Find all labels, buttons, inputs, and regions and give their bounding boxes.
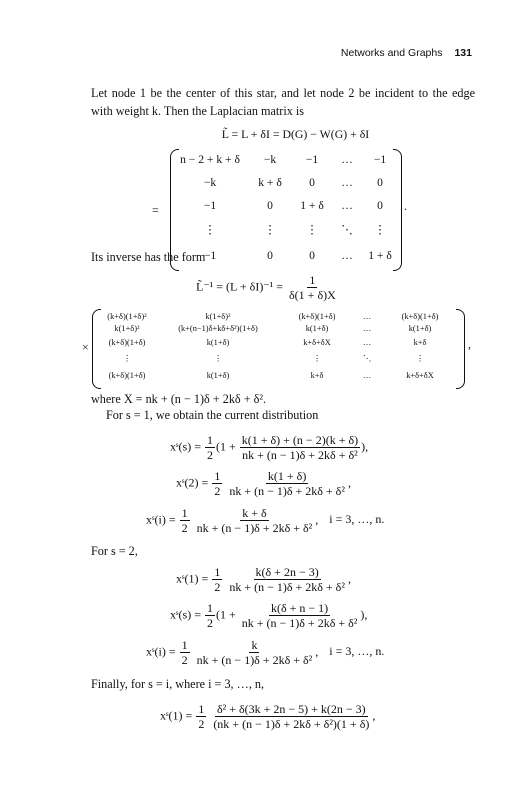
- matrix-cell: ⋮: [415, 354, 425, 363]
- matrix-cell: (k+δ)(1+δ): [108, 338, 146, 347]
- matrix-cell: ⋮: [306, 223, 318, 236]
- matrix-cell: ⋱: [341, 223, 353, 236]
- matrix-cell: ⋱: [362, 354, 372, 363]
- paragraph-intro: Let node 1 be the center of this star, and let node 2 be incident to the edge with weight k. Then the Laplacian matrix is: [91, 86, 475, 118]
- matrix-cell: 1 + δ: [368, 249, 392, 262]
- matrix-cell: (k+δ)(1+δ): [108, 371, 146, 380]
- si-equation: xˢ(1) = $\frac{1}{2}$ $\frac{\text{δ² + δ(3k + 2n − 5) + k(2n − 3)}}{\text{(nk + (n − 1)δ + 2kδ + δ²)(1 + δ)}}$ ,: [160, 702, 376, 731]
- matrix-cell: …: [341, 176, 353, 189]
- matrix-cell: k(1+δ): [408, 324, 432, 333]
- matrix-cell: k(1+δ): [206, 338, 230, 347]
- matrix-cell: 0: [309, 249, 315, 262]
- matrix-cell: n − 2 + k + δ: [180, 153, 240, 166]
- matrix-cell: 0: [377, 176, 383, 189]
- matrix-trailing-period: .: [404, 199, 407, 213]
- matrix-cell: (k+δ)(1+δ)²: [107, 312, 147, 321]
- matrix-cell: (k+δ)(1+δ): [298, 312, 336, 321]
- matrix-cell: k(1+δ): [305, 324, 329, 333]
- matrix-cell: …: [362, 371, 372, 380]
- inverse-matrix: [92, 309, 465, 389]
- s1-equation-2: xˢ(2) = $\frac{1}{2}$ $\frac{k(1 + \delta)}{\text{nk + (n − 1)δ + 2kδ + δ²}}$ ,: [176, 469, 351, 498]
- s2-equation-2: xˢ(s) = $\frac{1}{2}$ (1 + $\frac{k(\delta + n - 1)}{\text{nk + (n − 1)δ + 2kδ + δ²}}$ ),: [170, 601, 368, 630]
- matrix-cell: 1 + δ: [300, 199, 324, 212]
- matrix-cell: k+δ: [310, 371, 324, 380]
- matrix-cell: …: [341, 249, 353, 262]
- matrix-cell: −1: [373, 153, 387, 166]
- matrix-cell: −1: [305, 153, 319, 166]
- s1-equation-3: xˢ(i) = $\frac{1}{2}$ $\frac{k + \delta}{\text{nk + (n − 1)δ + 2kδ + δ²}}$ , i = 3, …, n.: [146, 506, 385, 535]
- matrix-cell: ⋮: [213, 354, 223, 363]
- inverse-fraction: [287, 273, 338, 302]
- times-sign: ×: [82, 340, 89, 354]
- matrix-cell: ⋮: [204, 223, 216, 236]
- s2-equation-1: xˢ(1) = $\frac{1}{2}$ $\frac{k(\delta + 2n - 3)}{\text{nk + (n − 1)δ + 2kδ + δ²}}$ ,: [176, 565, 351, 594]
- matrix-cell: k+δ+δX: [406, 371, 434, 380]
- s2-equation-3: xˢ(i) = $\frac{1}{2}$ $\frac{k}{\text{nk + (n − 1)δ + 2kδ + δ²}}$ , i = 3, …, n.: [146, 638, 385, 667]
- matrix-trailing-comma: ,: [468, 337, 471, 351]
- where-line: where X = nk + (n − 1)δ + 2kδ + δ².: [91, 392, 267, 406]
- inverse-lhs: L̃⁻¹ = (L + δI)⁻¹ =: [196, 279, 284, 294]
- page-number: 131: [454, 47, 472, 59]
- matrix-cell: ⋮: [374, 223, 386, 236]
- matrix-cell: 0: [267, 249, 273, 262]
- running-title: Networks and Graphs: [340, 47, 443, 59]
- matrix-cell: …: [341, 153, 353, 166]
- matrix-cell: k(1+δ): [206, 371, 230, 380]
- s2-intro: For s = 2,: [91, 544, 138, 558]
- matrix-equals-sign: =: [152, 203, 159, 217]
- running-header: [341, 47, 472, 59]
- inverse-denominator: δ(1 + δ)X: [289, 288, 336, 302]
- matrix-cell: k(1+δ)²: [114, 324, 140, 333]
- matrix-cell: …: [341, 199, 353, 212]
- s1-equation-1: xˢ(s) = $\frac{1}{2}$ (1 + $\frac{k(1 + \delta) + (n - 2)(k + \delta)}{\text{nk + (n − 1)δ + 2kδ + δ²}}$ ),: [170, 433, 369, 462]
- matrix-cell: (k+δ)(1+δ): [401, 312, 439, 321]
- matrix-cell: −1: [203, 199, 217, 212]
- si-intro: Finally, for s = i, where i = 3, …, n,: [91, 677, 265, 691]
- matrix-cell: ⋮: [312, 354, 322, 363]
- matrix-cell: ⋮: [264, 223, 276, 236]
- matrix-cell: k + δ: [258, 176, 282, 189]
- matrix-cell: 0: [309, 176, 315, 189]
- matrix-cell: ⋮: [122, 354, 132, 363]
- s1-intro: For s = 1, we obtain the current distribution: [106, 408, 319, 422]
- matrix-cell: …: [362, 324, 372, 333]
- matrix-cell: …: [362, 312, 372, 321]
- matrix-cell: k+δ+δX: [303, 338, 331, 347]
- matrix-cell: 0: [267, 199, 273, 212]
- inverse-numerator: 1: [309, 273, 316, 287]
- matrix-cell: −k: [203, 176, 217, 189]
- matrix-cell: …: [362, 338, 372, 347]
- laplacian-equation: L̃ = L + δI = D(G) − W(G) + δI: [221, 127, 370, 141]
- matrix-cell: 0: [377, 199, 383, 212]
- matrix-cell: −1: [203, 249, 217, 262]
- matrix-cell: k(1+δ)²: [205, 312, 231, 321]
- matrix-cell: (k+(n−1)δ+kδ+δ²)(1+δ): [178, 324, 258, 333]
- matrix-cell: −k: [263, 153, 277, 166]
- inverse-equation: [196, 273, 339, 302]
- paragraph-inverse: Its inverse has the form: [91, 250, 206, 264]
- matrix-cell: k+δ: [413, 338, 427, 347]
